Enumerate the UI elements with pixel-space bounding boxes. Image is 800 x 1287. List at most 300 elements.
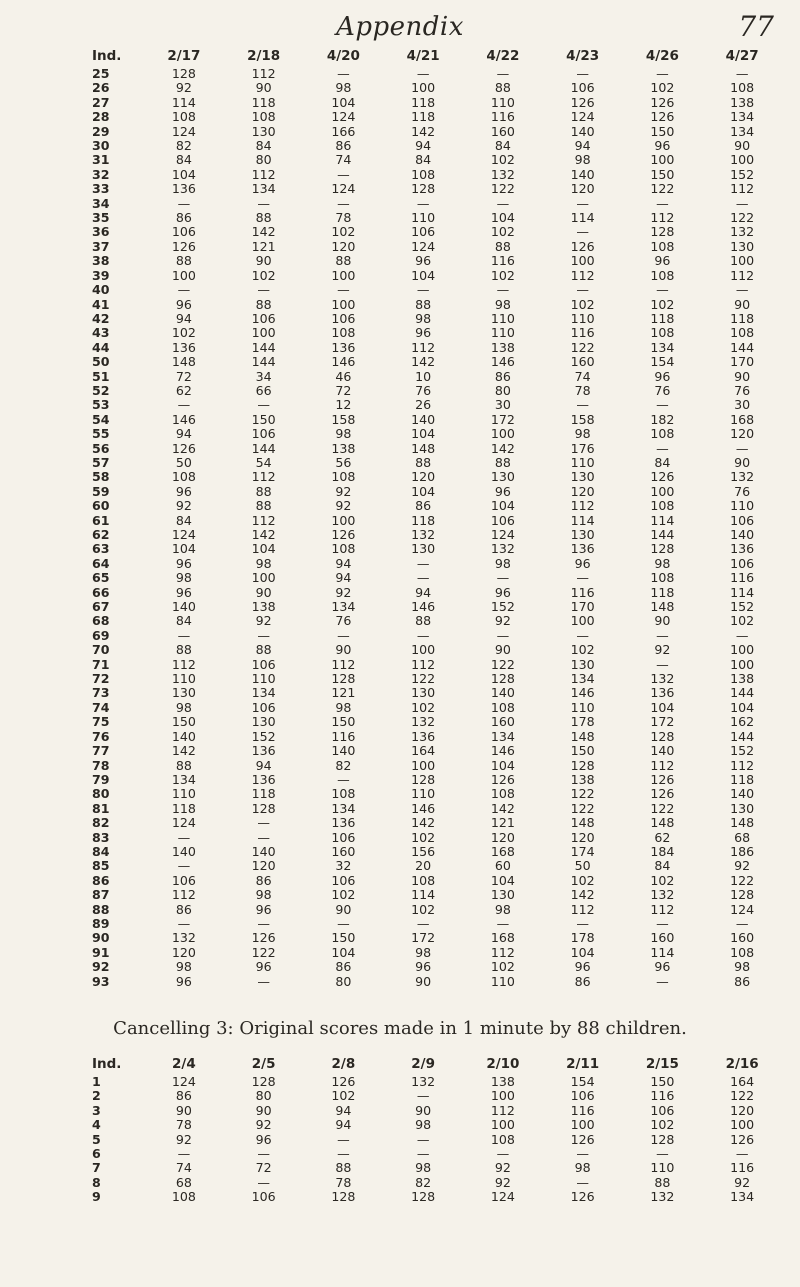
table-row: [92, 442, 782, 456]
score-cell: 74: [574, 369, 591, 384]
score-cell: 100: [730, 657, 755, 672]
table-row: [92, 686, 782, 700]
score-cell: 96: [574, 556, 591, 571]
individual-number: 4: [92, 1118, 101, 1133]
table-row: [92, 802, 782, 816]
score-cell: 100: [411, 643, 436, 658]
table-row: [92, 557, 782, 571]
score-cell: 140: [171, 844, 196, 859]
individual-number: 35: [92, 211, 110, 226]
score-cell: 112: [570, 902, 595, 917]
individual-number: 75: [92, 715, 110, 730]
score-cell: 32: [335, 859, 352, 874]
score-cell: 100: [331, 297, 356, 312]
score-cell: —: [576, 916, 589, 931]
score-cell: 102: [490, 225, 515, 240]
score-cell: 80: [255, 153, 272, 168]
score-cell: 98: [494, 902, 511, 917]
score-cell: 112: [251, 167, 276, 182]
score-cell: 114: [570, 513, 595, 528]
individual-number: 27: [92, 95, 110, 110]
individual-number: 77: [92, 744, 110, 759]
score-cell: 132: [490, 167, 515, 182]
individual-number: 50: [92, 355, 110, 370]
score-cell: 102: [331, 225, 356, 240]
score-cell: 172: [650, 715, 675, 730]
score-cell: 112: [171, 888, 196, 903]
table-row: [92, 874, 782, 888]
score-cell: 88: [175, 254, 192, 269]
score-cell: —: [656, 657, 669, 672]
score-cell: 112: [730, 758, 755, 773]
score-cell: 100: [650, 484, 675, 499]
table-row: [92, 427, 782, 441]
page-header-title: Appendix: [336, 12, 464, 42]
score-cell: 124: [171, 816, 196, 831]
score-cell: 60: [494, 859, 511, 874]
individual-number: 57: [92, 455, 110, 470]
score-cell: 128: [411, 772, 436, 787]
score-cell: 108: [331, 470, 356, 485]
score-cell: 76: [734, 383, 751, 398]
table-row: [92, 658, 782, 672]
score-cell: 144: [650, 528, 675, 542]
score-cell: 148: [650, 816, 675, 831]
score-cell: —: [496, 67, 510, 81]
score-cell: 134: [570, 672, 595, 687]
individual-number: 64: [92, 556, 110, 571]
score-cell: 124: [411, 239, 436, 254]
score-cell: 112: [411, 340, 436, 355]
scores-table-1: [92, 45, 782, 989]
score-cell: 108: [650, 326, 675, 341]
individual-number: 52: [92, 383, 110, 398]
score-cell: 136: [331, 816, 356, 831]
score-cell: 130: [251, 715, 276, 730]
table-row: [92, 672, 782, 686]
score-cell: 106: [171, 873, 196, 888]
score-cell: —: [257, 283, 270, 298]
score-cell: 104: [171, 167, 196, 182]
individual-number: 55: [92, 427, 110, 442]
score-cell: 88: [415, 614, 432, 629]
score-cell: 134: [730, 110, 755, 125]
score-cell: 170: [570, 600, 595, 615]
score-cell: 132: [650, 888, 675, 903]
score-cell: 112: [490, 945, 515, 960]
column-header-date: 4/27: [725, 48, 759, 64]
individual-number: 70: [92, 643, 110, 658]
score-cell: 130: [490, 470, 515, 485]
score-cell: 102: [411, 700, 436, 715]
table-row: [92, 153, 782, 167]
score-cell: 178: [570, 931, 595, 946]
score-cell: 72: [175, 369, 192, 384]
column-header-ind: Ind.: [92, 1056, 122, 1072]
table-row: [92, 67, 782, 81]
score-cell: 124: [331, 110, 356, 125]
score-cell: 168: [490, 844, 515, 859]
score-cell: 150: [331, 931, 356, 946]
score-cell: 84: [415, 153, 432, 168]
score-cell: 96: [175, 297, 192, 312]
table-2-body: [92, 1075, 782, 1205]
score-cell: 130: [570, 470, 595, 485]
score-cell: 126: [331, 1075, 356, 1089]
score-cell: 62: [175, 383, 192, 398]
table-row: [92, 859, 782, 873]
table-row: [92, 1176, 782, 1190]
score-cell: 96: [415, 960, 432, 975]
individual-number: 43: [92, 326, 110, 341]
score-cell: 132: [490, 542, 515, 557]
individual-number: 84: [92, 844, 110, 859]
table-row: [92, 514, 782, 528]
score-cell: 120: [730, 427, 755, 442]
score-cell: 140: [570, 124, 595, 139]
table-row: [92, 370, 782, 384]
individual-number: 68: [92, 614, 110, 629]
score-cell: 96: [175, 484, 192, 499]
score-cell: 102: [730, 614, 755, 629]
score-cell: 94: [175, 311, 192, 326]
column-header-date: 4/21: [406, 48, 440, 64]
table-row: [92, 931, 782, 945]
score-cell: 166: [331, 124, 356, 139]
score-cell: 98: [335, 700, 352, 715]
score-cell: 108: [730, 81, 755, 96]
score-cell: 88: [415, 455, 432, 470]
table-row: [92, 787, 782, 801]
score-cell: 98: [335, 427, 352, 442]
score-cell: —: [177, 916, 191, 931]
table-row: [92, 586, 782, 600]
score-cell: 130: [251, 124, 276, 139]
score-cell: —: [257, 1147, 270, 1162]
score-cell: 96: [654, 960, 671, 975]
score-cell: 100: [411, 81, 436, 96]
score-cell: —: [177, 1147, 191, 1162]
individual-number: 83: [92, 830, 110, 845]
score-cell: 108: [490, 700, 515, 715]
score-cell: 110: [570, 700, 595, 715]
score-cell: 112: [650, 758, 675, 773]
score-cell: 86: [255, 873, 272, 888]
score-cell: 122: [570, 787, 595, 802]
table-row: [92, 600, 782, 614]
score-cell: —: [257, 974, 270, 989]
score-cell: 104: [570, 945, 595, 960]
score-cell: 120: [570, 484, 595, 499]
score-cell: 182: [650, 412, 675, 427]
score-cell: 140: [490, 686, 515, 701]
score-cell: —: [656, 974, 669, 989]
score-cell: 88: [415, 297, 432, 312]
score-cell: 154: [570, 1075, 595, 1089]
score-cell: 84: [175, 153, 192, 168]
score-cell: 102: [331, 888, 356, 903]
score-cell: 110: [490, 95, 515, 110]
score-cell: 172: [490, 412, 515, 427]
score-cell: 120: [570, 182, 595, 197]
score-cell: 90: [415, 1103, 432, 1118]
table-row: [92, 1118, 782, 1132]
individual-number: 62: [92, 528, 110, 542]
score-cell: 126: [570, 95, 595, 110]
score-cell: 110: [490, 311, 515, 326]
score-cell: 102: [490, 268, 515, 283]
score-cell: 138: [251, 600, 276, 615]
score-cell: 90: [415, 974, 432, 989]
score-cell: —: [656, 398, 669, 413]
individual-number: 53: [92, 398, 110, 413]
individual-number: 60: [92, 499, 110, 514]
column-header-date: 4/22: [486, 48, 520, 64]
score-cell: 20: [415, 859, 432, 874]
individual-number: 28: [92, 110, 110, 125]
score-cell: —: [337, 167, 350, 182]
score-cell: 100: [730, 254, 755, 269]
score-cell: 122: [730, 1089, 755, 1104]
score-cell: 96: [255, 960, 272, 975]
table-row: [92, 398, 782, 412]
score-cell: 102: [411, 902, 436, 917]
score-cell: 86: [335, 960, 352, 975]
score-cell: 134: [730, 1190, 755, 1205]
table-row: [92, 946, 782, 960]
table-row: [92, 326, 782, 340]
score-cell: 94: [255, 758, 272, 773]
score-cell: 128: [411, 182, 436, 197]
score-cell: 108: [650, 499, 675, 514]
score-cell: —: [257, 628, 270, 643]
score-cell: 108: [730, 326, 755, 341]
individual-number: 42: [92, 311, 110, 326]
score-cell: 112: [570, 268, 595, 283]
score-cell: —: [416, 571, 430, 586]
individual-number: 7: [92, 1161, 101, 1176]
score-cell: 90: [734, 297, 751, 312]
score-cell: —: [337, 196, 350, 211]
score-cell: 98: [734, 960, 751, 975]
score-cell: 98: [175, 571, 192, 586]
score-cell: 104: [730, 700, 755, 715]
score-cell: 122: [570, 801, 595, 816]
score-cell: 134: [490, 729, 515, 744]
table-row: [92, 413, 782, 427]
score-cell: 76: [415, 383, 432, 398]
score-cell: 134: [251, 686, 276, 701]
table-row: [92, 1104, 782, 1118]
score-cell: 108: [331, 542, 356, 557]
score-cell: 96: [415, 326, 432, 341]
score-cell: 114: [411, 888, 436, 903]
table-row: [92, 81, 782, 95]
scores-table-2: [92, 1053, 782, 1205]
score-cell: 168: [490, 931, 515, 946]
score-cell: 126: [650, 772, 675, 787]
score-cell: 126: [570, 1132, 595, 1147]
score-cell: 146: [490, 355, 515, 370]
score-cell: 116: [730, 1161, 755, 1176]
score-cell: —: [656, 283, 669, 298]
individual-number: 58: [92, 470, 110, 485]
score-cell: 126: [570, 239, 595, 254]
score-cell: 112: [650, 211, 675, 226]
score-cell: 88: [175, 643, 192, 658]
individual-number: 41: [92, 297, 110, 312]
score-cell: 100: [570, 254, 595, 269]
score-cell: 142: [171, 744, 196, 759]
score-cell: —: [416, 283, 430, 298]
individual-number: 81: [92, 801, 110, 816]
score-cell: 100: [411, 758, 436, 773]
score-cell: 124: [730, 902, 755, 917]
score-cell: 106: [251, 311, 276, 326]
score-cell: 158: [331, 412, 356, 427]
score-cell: 140: [730, 787, 755, 802]
score-cell: 92: [335, 585, 352, 600]
score-cell: 62: [654, 830, 671, 845]
score-cell: 108: [650, 427, 675, 442]
score-cell: 114: [171, 95, 196, 110]
score-cell: 132: [411, 1075, 436, 1089]
score-cell: 120: [490, 830, 515, 845]
score-cell: 148: [171, 355, 196, 370]
individual-number: 71: [92, 657, 110, 672]
score-cell: 138: [331, 441, 356, 456]
score-cell: 104: [411, 427, 436, 442]
score-cell: 98: [175, 700, 192, 715]
score-cell: 104: [411, 484, 436, 499]
score-cell: 126: [730, 1132, 755, 1147]
score-cell: 144: [251, 355, 276, 370]
score-cell: 104: [490, 211, 515, 226]
score-cell: 90: [255, 254, 272, 269]
score-cell: 120: [730, 1103, 755, 1118]
score-cell: 118: [171, 801, 196, 816]
score-cell: 134: [331, 801, 356, 816]
individual-number: 37: [92, 239, 110, 254]
score-cell: 108: [251, 110, 276, 125]
score-cell: 114: [730, 585, 755, 600]
score-cell: 110: [411, 787, 436, 802]
table-row: [92, 182, 782, 196]
score-cell: 88: [335, 254, 352, 269]
score-cell: 100: [251, 571, 276, 586]
score-cell: 84: [175, 614, 192, 629]
score-cell: 144: [730, 340, 755, 355]
score-cell: —: [576, 196, 589, 211]
individual-number: 78: [92, 758, 110, 773]
score-cell: 12: [335, 398, 352, 413]
score-cell: 88: [494, 239, 511, 254]
score-cell: 140: [331, 744, 356, 759]
score-cell: 90: [335, 902, 352, 917]
score-cell: 106: [251, 700, 276, 715]
individual-number: 93: [92, 974, 110, 989]
score-cell: —: [177, 859, 191, 874]
score-cell: 164: [411, 744, 436, 759]
score-cell: 134: [331, 600, 356, 615]
score-cell: 102: [650, 1118, 675, 1133]
score-cell: 116: [331, 729, 356, 744]
score-cell: 164: [730, 1075, 755, 1089]
table-row: [92, 254, 782, 268]
score-cell: 30: [734, 398, 751, 413]
score-cell: 102: [251, 268, 276, 283]
score-cell: 68: [175, 1175, 192, 1190]
score-cell: 142: [490, 441, 515, 456]
score-cell: 130: [411, 686, 436, 701]
table-row: [92, 240, 782, 254]
score-cell: 176: [570, 441, 595, 456]
score-cell: 104: [251, 542, 276, 557]
score-cell: 162: [730, 715, 755, 730]
score-cell: 72: [255, 1161, 272, 1176]
score-cell: 116: [490, 254, 515, 269]
score-cell: 140: [251, 844, 276, 859]
score-cell: 86: [175, 211, 192, 226]
score-cell: 108: [331, 787, 356, 802]
score-cell: 50: [574, 859, 591, 874]
score-cell: 136: [730, 542, 755, 557]
score-cell: 134: [730, 124, 755, 139]
score-cell: 104: [171, 542, 196, 557]
score-cell: 116: [570, 585, 595, 600]
score-cell: 106: [251, 1190, 276, 1205]
score-cell: 102: [570, 873, 595, 888]
score-cell: 78: [335, 211, 352, 226]
score-cell: 84: [494, 139, 511, 154]
column-header-date: 2/8: [331, 1056, 356, 1072]
table-row: [92, 384, 782, 398]
individual-number: 86: [92, 873, 110, 888]
score-cell: —: [496, 571, 510, 586]
score-cell: 108: [411, 167, 436, 182]
score-cell: 98: [574, 1161, 591, 1176]
score-cell: —: [735, 196, 749, 211]
score-cell: 126: [650, 95, 675, 110]
score-cell: 112: [251, 67, 276, 81]
score-cell: 92: [175, 81, 192, 96]
score-cell: 158: [570, 412, 595, 427]
score-cell: 138: [570, 772, 595, 787]
score-cell: 150: [331, 715, 356, 730]
score-cell: 108: [331, 326, 356, 341]
score-cell: 98: [494, 556, 511, 571]
score-cell: 132: [730, 225, 755, 240]
score-cell: —: [656, 916, 669, 931]
score-cell: 106: [171, 225, 196, 240]
score-cell: 138: [490, 1075, 515, 1089]
score-cell: —: [416, 1147, 430, 1162]
score-cell: 96: [175, 974, 192, 989]
score-cell: 150: [251, 412, 276, 427]
score-cell: 122: [251, 945, 276, 960]
score-cell: 136: [570, 542, 595, 557]
score-cell: 86: [175, 902, 192, 917]
table-row: [92, 845, 782, 859]
individual-number: 3: [92, 1103, 101, 1118]
score-cell: 100: [251, 326, 276, 341]
score-cell: 78: [175, 1118, 192, 1133]
table-2-header: [92, 1053, 782, 1075]
score-cell: 122: [490, 182, 515, 197]
table-row: [92, 730, 782, 744]
header-row: [92, 45, 782, 67]
individual-number: 63: [92, 542, 110, 557]
